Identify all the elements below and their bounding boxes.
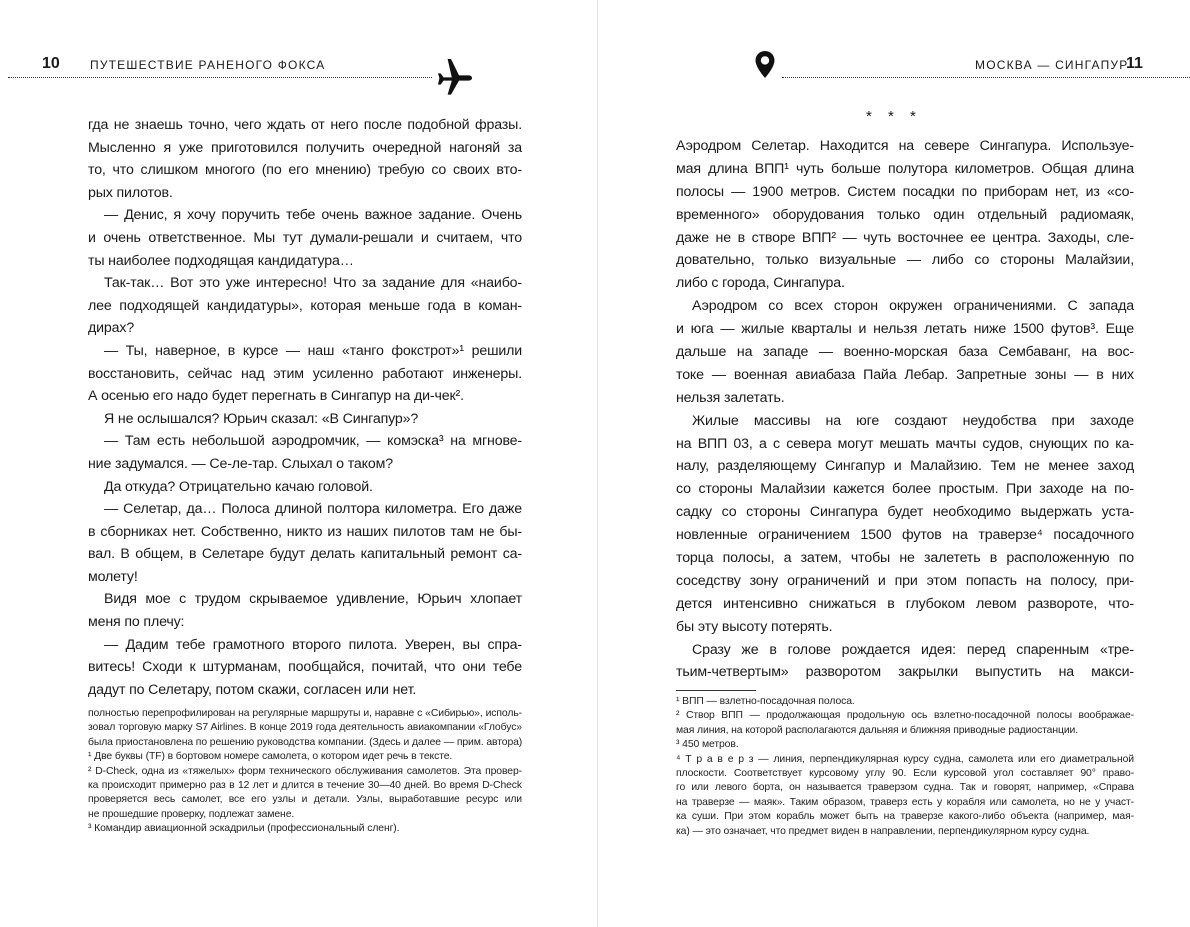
text-line: налу, разделяющему Сингапур и Малайзию. Тем не менее заход	[676, 458, 1134, 475]
text-line: — Там есть небольшой аэродромчик, — комэска³ на мгнове-	[104, 433, 522, 450]
text-line: А осенью его надо будет перегнать в Сингапур на ди-чек².	[88, 388, 464, 405]
footnote-line: ² D-Check, одна из «тяжелых» форм технического обслуживания самолетов. Эта провер-	[88, 765, 522, 777]
header-divider	[782, 77, 1190, 78]
running-head: МОСКВА — СИНГАПУР	[975, 58, 1129, 72]
footnote-line: плоскости. Соответствует курсовому углу 90. Если курсовой угол составляет 90° право-	[676, 767, 1134, 779]
text-line: на ВПП 03, а с севера могут мешать мачты судов, снующих по ка-	[676, 435, 1134, 452]
body-text	[676, 135, 1134, 684]
text-line: восстановить, сейчас над этим усиленно работают инженеры.	[88, 365, 522, 382]
text-line: — Денис, я хочу поручить тебе очень важное задание. Очень	[104, 207, 522, 224]
text-line: Да откуда? Отрицательно качаю головой.	[104, 478, 373, 495]
footnote-line: была приостановлена по решению руководства компании. (Здесь и далее — прим. автора)	[88, 736, 523, 748]
airplane-icon	[434, 58, 474, 103]
text-line: — Селетар, да… Полоса длиной полтора километра. Его даже	[104, 501, 522, 518]
text-line: полосы — 1900 метров. Систем посадки по приборам нет, из «со-	[676, 183, 1134, 200]
text-line: в сборниках нет. Собственно, никто из наших пилотов там не бы-	[88, 523, 522, 540]
text-line: ние задумался. — Се-ле-тар. Слыхал о таком?	[88, 455, 393, 472]
text-line: вал. В общем, в Селетаре будут делать капитальный ремонт са-	[88, 546, 522, 563]
text-line: ты наиболее подходящая кандидатура…	[88, 252, 354, 269]
footnote-rule	[676, 690, 756, 691]
text-line: Сразу же в голове рождается идея: перед спаренным «тре-	[692, 641, 1134, 658]
footnote-line: не прошедшие проверку, подлежат замене.	[88, 808, 295, 820]
text-line: и очень ответственное. Мы тут думали-решали и считаем, что	[88, 229, 522, 246]
footnote-line: зовал торговую марку S7 Airlines. В конце 2019 года деятельность авиакомпании «Глобус»	[88, 722, 522, 734]
text-line: садку со стороны Сингапура будет необходимо выдержать уста-	[676, 504, 1134, 521]
text-line: Я не ослышался? Юрьич сказал: «В Сингапур»?	[104, 410, 419, 427]
text-line: Аэродром со всех сторон окружен ограничениями. С запада	[692, 298, 1134, 315]
text-line: бы эту высоту потерять.	[676, 618, 833, 635]
footnote-line: мая линия, на которой располагаются дальняя и ближняя приводные радиостанции.	[676, 724, 1079, 736]
text-line: мая длина ВПП¹ чуть больше полутора километров. Общая длина	[676, 160, 1134, 177]
text-line: меня по плечу:	[88, 614, 185, 631]
footnote-line: ка суши. При этом корабль может быть на траверзе какого-либо объекта (например, мая-	[676, 811, 1134, 823]
page-number: 10	[42, 55, 60, 72]
footnote-line: ¹ Две буквы (TF) в бортовом номере самолета, о котором идет речь в тексте.	[88, 751, 453, 763]
body-text	[88, 114, 522, 701]
text-line: даже не в створе ВПП² — чуть восточнее ее центра. Заходы, сле-	[676, 229, 1134, 246]
text-line: молету!	[88, 568, 138, 585]
footnote-line: на траверзе — маяк». Таким образом, траверз есть у корабля или самолета, но не у участ-	[676, 796, 1134, 808]
text-line: то, что слишком многого (по его мнению) требую со своих вто-	[88, 162, 522, 179]
text-line: новленные ограничением 1500 футов на траверзе⁴ посадочного	[676, 527, 1134, 544]
footnote-line: ¹ ВПП — взлетно-посадочная полоса.	[676, 696, 855, 707]
footnotes	[676, 695, 1134, 839]
section-break: * * *	[866, 108, 922, 125]
text-line: нельзя залетать.	[676, 389, 785, 406]
footnotes	[88, 707, 522, 837]
text-line: временного» оборудования только один отдельный радиомаяк,	[676, 206, 1134, 223]
map-pin-icon	[754, 50, 776, 85]
text-line: тьим-четвертым» разворотом закрылки выпустить на макси-	[676, 664, 1134, 681]
footnote-line: ³ 450 метров.	[676, 739, 739, 751]
text-line: соседству зону ограничений и при этом попасть на полосу, при-	[676, 572, 1134, 589]
footnote-line: го или левого борта, он называется траверзом судна. Так и говорят, например, «Справа	[676, 782, 1134, 794]
text-line: дирах?	[88, 320, 135, 337]
footnote-line: ⁴ Т р а в е р з — линия, перпендикулярная курсу судна, самолета или его диаметральной	[676, 753, 1134, 765]
text-line: — Дадим тебе грамотного второго пилота. Уверен, вы спра-	[104, 636, 522, 653]
footnote-line: ка происходит примерно раз в 12 лет и длится в течение 30—40 дней. Во время D-Check	[88, 779, 522, 791]
text-line: — Ты, наверное, в курсе — наш «танго фокстрот»¹ решили	[104, 342, 522, 359]
text-line: лее подходящей кандидатуры», которая меньше года в коман-	[88, 297, 522, 314]
footnote-line: проверяется весь самолет, все его узлы и детали. Узлы, выработавшие ресурс или	[88, 794, 522, 806]
text-line: торца полосы, а затем, чтобы не залететь в расположенную по	[676, 550, 1134, 567]
text-line: и юга — жилые кварталы и нельзя летать ниже 1500 футов³. Еще	[676, 321, 1134, 338]
text-line: дальше на западе — военно-морская база Сембаванг, на вос-	[676, 344, 1134, 361]
text-line: рых пилотов.	[88, 184, 173, 201]
text-line: Видя мое с трудом скрываемое удивление, Юрьич хлопает	[104, 591, 522, 608]
footnote-line: ² Створ ВПП — продолжающая продольную ось взлетно-посадочной полосы воображае-	[676, 710, 1134, 722]
text-line: Жилые массивы на юге создают неудобства при заходе	[692, 412, 1134, 429]
text-line: дется интенсивно снижаться в глубоком левом развороте, что-	[676, 595, 1134, 612]
footnote-line: полностью перепрофилирован на регулярные маршруты и, наравне с «Сибирью», исполь-	[88, 708, 522, 719]
text-line: Аэродром Селетар. Находится на севере Сингапура. Используе-	[676, 138, 1134, 154]
text-line: дадут по Селетару, потом скажи, согласен или нет.	[88, 681, 417, 698]
text-line: Мысленно я уже приготовился получить очередной нагоняй за	[88, 139, 522, 156]
running-head: ПУТЕШЕСТВИЕ РАНЕНОГО ФОКСА	[90, 58, 326, 72]
page-number: 11	[1126, 55, 1143, 72]
text-line: довательно, только визуальные — либо со стороны Малайзии,	[676, 252, 1134, 269]
text-line: либо с города, Сингапура.	[676, 275, 845, 292]
footnote-line: ³ Командир авиационной эскадрильи (профессиональный сленг).	[88, 823, 400, 835]
text-line: токе — военная авиабаза Пайа Лебар. Запретные зоны — в них	[676, 366, 1134, 383]
text-line: со стороны Малайзии кажется более простым. При заходе на по-	[676, 481, 1134, 498]
text-line: гда не знаешь точно, чего ждать от него после подобной фразы.	[88, 117, 522, 133]
footnote-line: ка) — это означает, что предмет виден в направлении, перпендикулярном курсу судна.	[676, 825, 1090, 837]
text-line: Так-так… Вот это уже интересно! Что за задание для «наибо-	[104, 275, 522, 292]
text-line: витесь! Сходи к штурманам, пообщайся, почитай, что они тебе	[88, 659, 522, 676]
header-divider	[8, 77, 432, 78]
